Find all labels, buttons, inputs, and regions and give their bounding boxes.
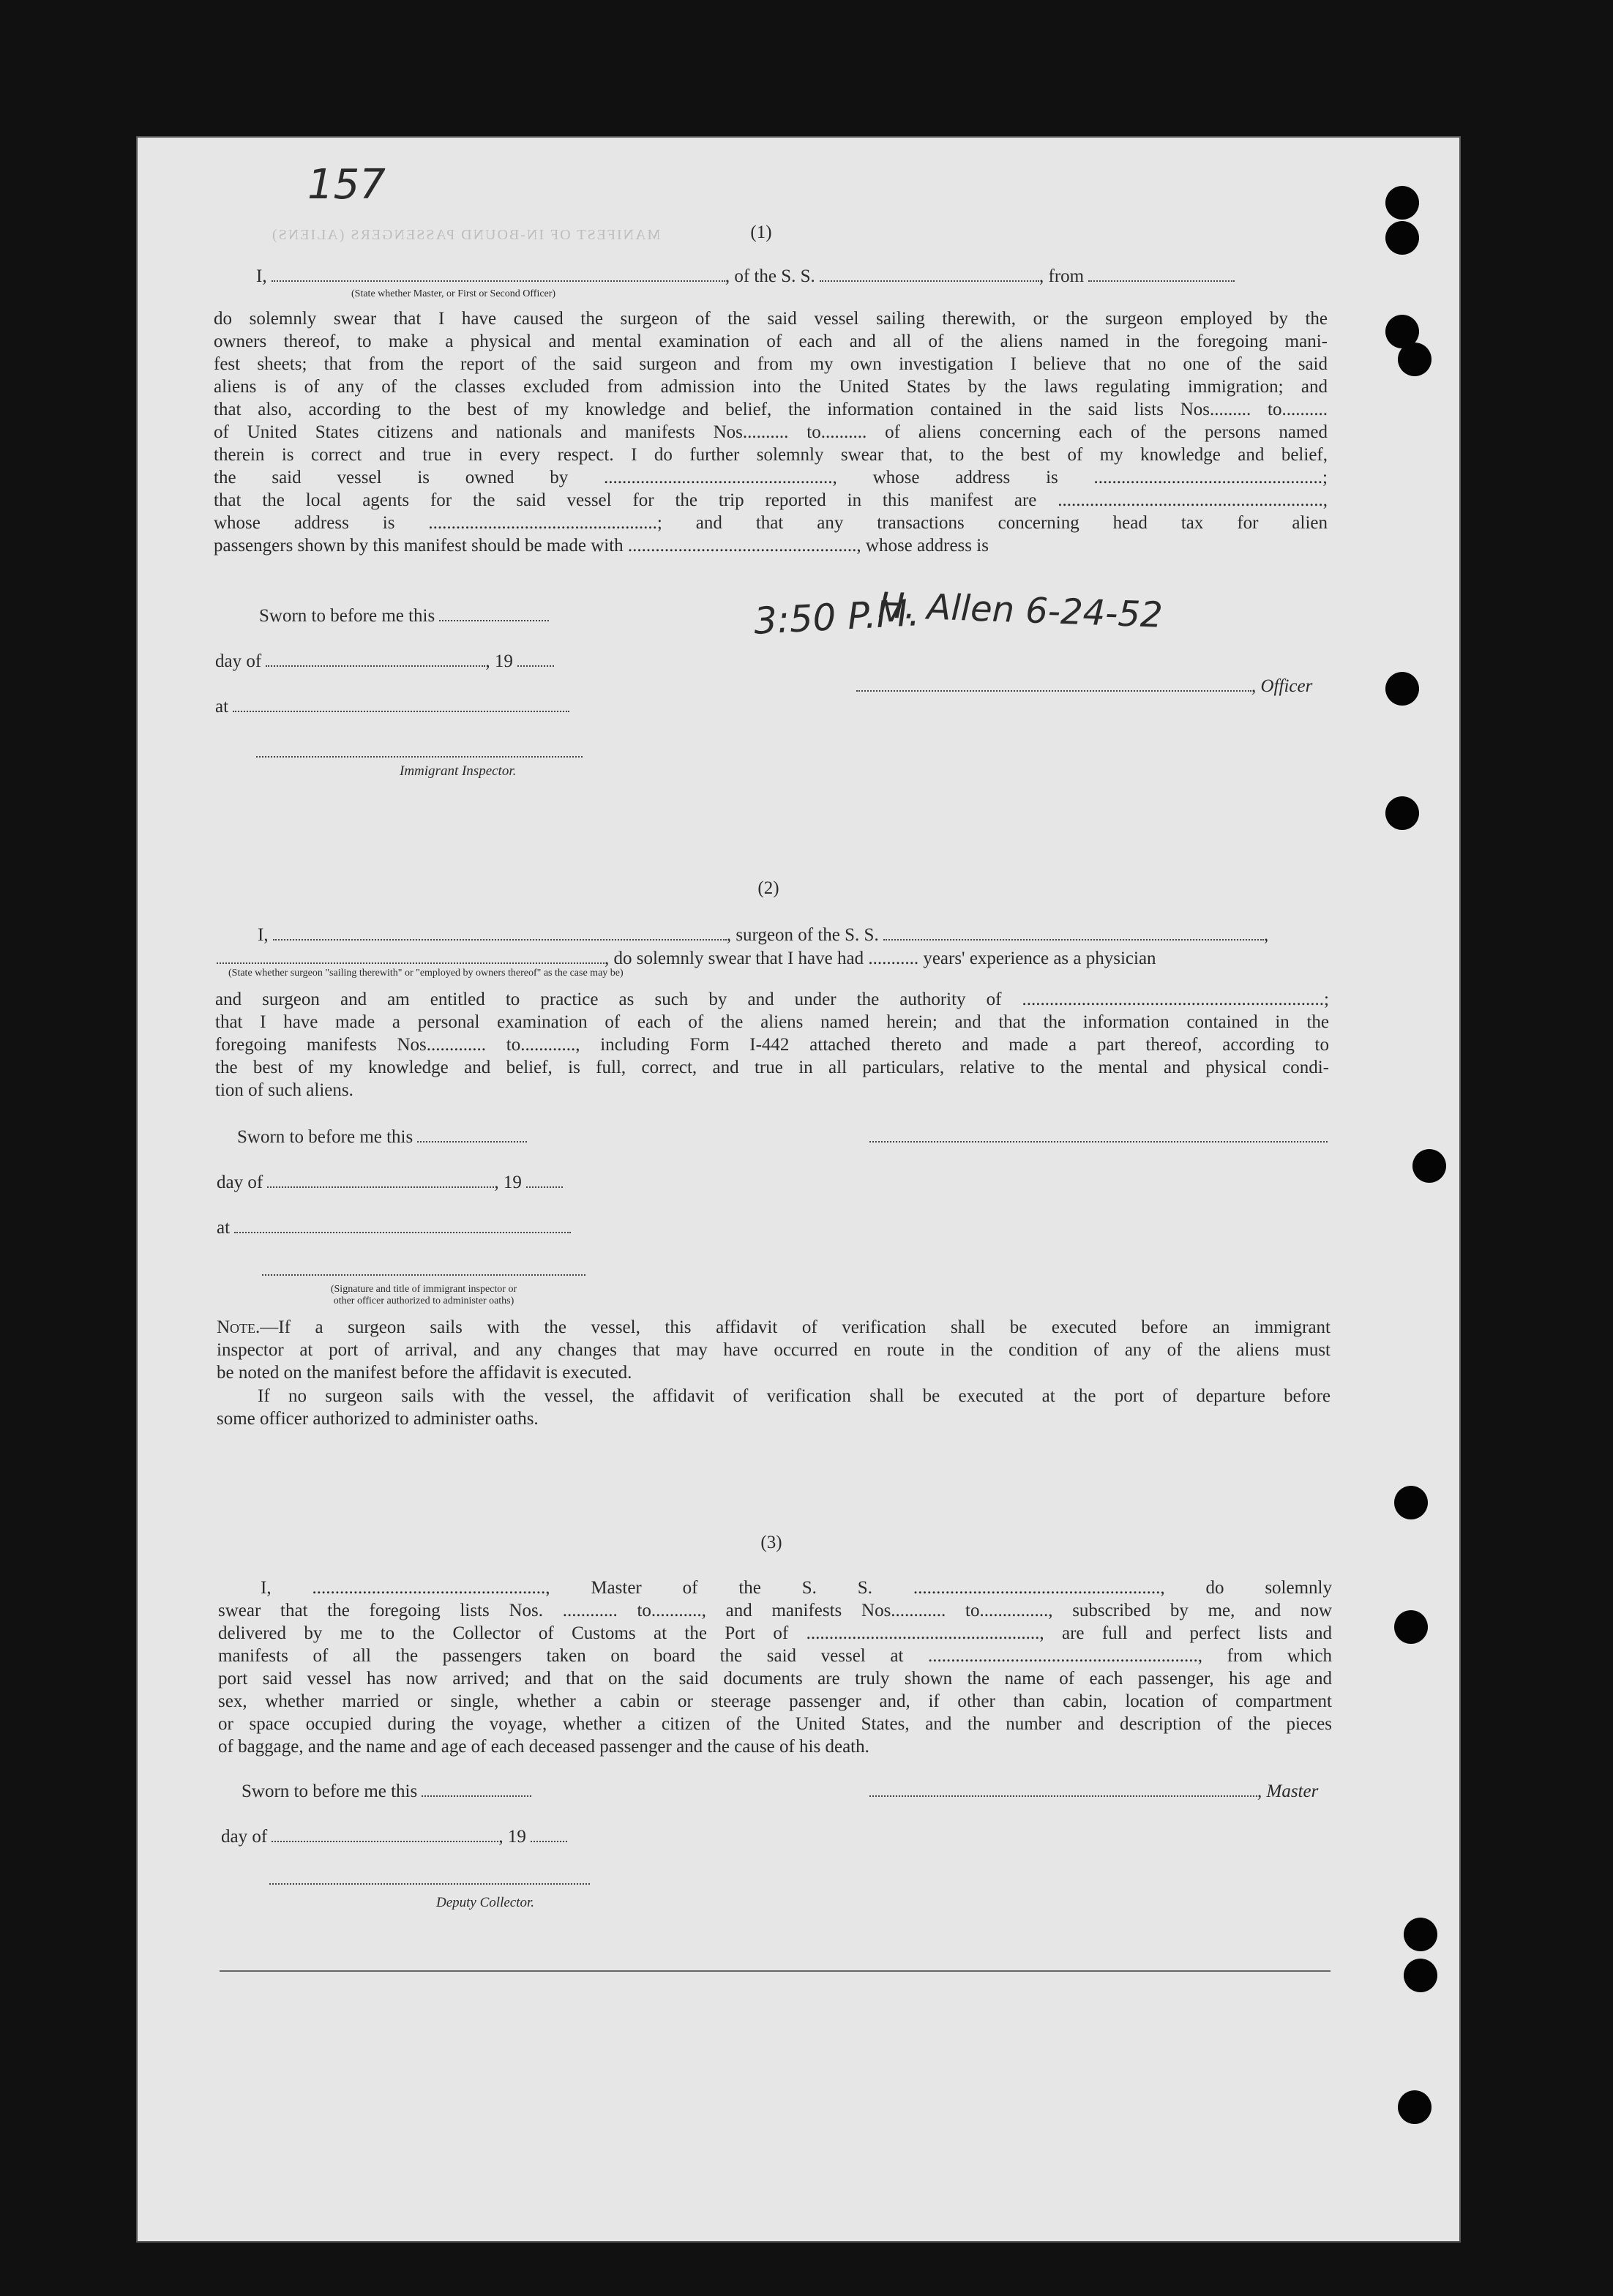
officer-signature-line (856, 675, 1312, 698)
year-field[interactable] (526, 1186, 563, 1188)
ship-name-field[interactable] (820, 280, 1039, 282)
sec1-line: of United States citizens and nationals and manifests Nos.......... to.......... of aliens concerning each of the persons named (214, 422, 1328, 442)
year-field[interactable] (517, 665, 554, 667)
sec2-line: that I have made a personal examination of each of the aliens named herein; and that the information contained in the (215, 1012, 1329, 1032)
inspector-signature-field[interactable] (256, 756, 583, 758)
master-name-field[interactable] (272, 280, 725, 282)
note-line: some officer authorized to administer oaths. (217, 1409, 539, 1429)
sec2-day (217, 1171, 563, 1194)
master-label: , Master (1257, 1781, 1319, 1801)
handwritten-signature: H. Allen 6-24-52 (877, 585, 1164, 636)
sec1-line: that the local agents for the said vessel for the trip reported in this manifest are .........................................................., (214, 490, 1328, 510)
sec1-line1 (256, 265, 1329, 288)
sec1-line: do solemnly swear that I have caused the surgeon of the said vessel sailing therewith, or the surgeon employed by the (214, 309, 1328, 329)
sec1-i: I, (256, 266, 267, 286)
note-line: If no surgeon sails with the vessel, the affidavit of verification shall be executed at the port of departure before (258, 1386, 1331, 1406)
sec2-line: the best of my knowledge and belief, is full, correct, and true in all particulars, relative to the mental and physical condi- (215, 1058, 1329, 1077)
sec1-day (215, 650, 554, 673)
sec1-at (215, 695, 569, 718)
sec1-line: owners thereof, to make a physical and mental examination of each and all of the aliens named in the foregoing mani- (214, 332, 1328, 351)
sworn-label: Sworn to before me this (242, 1781, 418, 1801)
deputy-collector-caption: Deputy Collector. (436, 1895, 535, 1910)
punch-hole (1412, 1149, 1446, 1183)
years-experience-text: , do solemnly swear that I have had ........... years' experience as a physician (605, 949, 1156, 968)
punch-hole (1394, 1610, 1428, 1644)
sec1-line: fest sheets; that from the report of the said surgeon and from my own investigation I believe that no one of the said (214, 354, 1328, 374)
punch-hole (1398, 2090, 1432, 2124)
note-paragraph-2 (217, 1385, 1331, 1430)
year-label: , 19 (485, 651, 513, 671)
sec1-line: whose address is ..................................................; and that any transactions concerning head tax for alien (214, 513, 1328, 533)
master-signature-line (869, 1780, 1318, 1803)
at-field[interactable] (234, 1232, 571, 1233)
year-label: , 19 (498, 1827, 526, 1847)
sec1-line: therein is correct and true in every respect. I do further solemnly swear that, to the best of my knowledge and belief, (214, 445, 1328, 465)
sec3-line: delivered by me to the Collector of Customs at the Port of ..................................................., are full and perfect lists and (218, 1623, 1332, 1643)
punch-hole (1385, 796, 1419, 830)
handwritten-page-number: 157 (307, 161, 386, 209)
sec2-ship-field[interactable] (883, 939, 1264, 941)
sec1-line: that also, according to the best of my knowledge and belief, the information contained in the said lists Nos......... to.......... (214, 400, 1328, 419)
year-field[interactable] (531, 1841, 567, 1842)
master-signature-field[interactable] (869, 1795, 1257, 1797)
at-label: at (215, 697, 229, 717)
surgeon-caption: (State whether surgeon "sailing therewith" or "employed by owners thereof" as the case may be) (228, 968, 624, 979)
section-1-number: (1) (750, 223, 772, 242)
punch-hole (1385, 221, 1419, 255)
bleed-through-heading: MANIFEST OF IN-BOUND PASSENGERS (ALIENS) (271, 227, 661, 243)
punch-hole (1398, 343, 1432, 376)
punch-hole (1404, 1959, 1437, 1992)
day-of-label: day of (217, 1173, 263, 1192)
sec2-line: tion of such aliens. (215, 1080, 353, 1100)
section-2-paragraph (215, 988, 1329, 1102)
sec2-line: and surgeon and am entitled to practice as such by and under the authority of ..................................................................; (215, 990, 1329, 1009)
sec2-sig-line (262, 1259, 585, 1282)
note-line: be noted on the manifest before the affidavit is executed. (217, 1363, 632, 1383)
sec2-i: I, (258, 925, 269, 945)
sec3-line: manifests of all the passengers taken on board the said vessel at ..........................................................., from which (218, 1646, 1332, 1666)
sec3-day (221, 1825, 567, 1848)
punch-hole (1385, 672, 1419, 706)
sec3-line: or space occupied during the voyage, whether a citizen of the United States, and the number and description of the pieces (218, 1714, 1332, 1734)
sworn-date-field[interactable] (417, 1141, 527, 1143)
punch-hole (1404, 1918, 1437, 1951)
sec2-sworn (237, 1126, 527, 1148)
sec3-line: swear that the foregoing lists Nos. ............ to..........., and manifests Nos............ to..............., subscribed by me, and now (218, 1601, 1332, 1620)
punch-hole (1394, 1486, 1428, 1519)
sec2-at (217, 1216, 571, 1239)
at-field[interactable] (233, 711, 569, 712)
officer-label: , Officer (1251, 676, 1313, 696)
day-field[interactable] (266, 665, 485, 667)
sec3-line: port said vessel has now arrived; and that on the said documents are truly shown the name of each passenger, his age and (218, 1669, 1332, 1689)
section-3-paragraph (218, 1577, 1332, 1758)
day-field[interactable] (272, 1841, 498, 1842)
sec1-sworn (259, 605, 549, 627)
punch-hole (1385, 186, 1419, 220)
collector-line (269, 1868, 590, 1891)
surgeon-type-field[interactable] (217, 962, 605, 964)
note-line: —If a surgeon sails with the vessel, this affidavit of verification shall be executed before an immigrant (260, 1317, 1331, 1337)
year-label: , 19 (494, 1173, 522, 1192)
inspector-signature-field[interactable] (262, 1274, 585, 1276)
surgeon-signature-field[interactable] (869, 1141, 1328, 1143)
sec2-right-line (869, 1126, 1328, 1148)
at-label: at (217, 1218, 231, 1238)
handwritten-time: 3:50 P.M. (752, 591, 921, 643)
officer-caption: (State whether Master, or First or Second Officer) (351, 288, 556, 299)
sig-caption-line-2: other officer authorized to administer oaths) (333, 1295, 514, 1306)
section-1-paragraph (214, 307, 1328, 557)
section-3-number: (3) (760, 1533, 782, 1552)
sec3-line: I, ..................................................., Master of the S. S. ......................................................, do solemnly (261, 1578, 1332, 1598)
officer-signature-field[interactable] (856, 690, 1251, 692)
note-line: inspector at port of arrival, and any changes that may have occurred en route in the condition of any of the aliens must (217, 1340, 1331, 1360)
from-port-field[interactable] (1088, 280, 1235, 282)
immigrant-inspector-caption: Immigrant Inspector. (400, 763, 517, 779)
sec1-line: the said vessel is owned by .................................................., whose address is ..................................................; (214, 468, 1328, 487)
collector-signature-field[interactable] (269, 1883, 590, 1885)
sec3-sworn (242, 1780, 531, 1803)
sworn-label: Sworn to before me this (259, 606, 435, 626)
sec1-of-ss: , of the S. S. (725, 266, 815, 286)
sec2-line2 (217, 947, 1156, 970)
day-of-label: day of (215, 651, 262, 671)
sec3-line: of baggage, and the name and age of each deceased passenger and the cause of his death. (218, 1737, 869, 1757)
day-field[interactable] (267, 1186, 494, 1188)
sworn-date-field[interactable] (439, 620, 549, 621)
bottom-rule (220, 1970, 1331, 1972)
note-paragraph (217, 1316, 1331, 1384)
note-label: Note. (217, 1317, 261, 1337)
sec1-line: aliens is of any of the classes excluded from admission into the United States by the laws regulating immigration; and (214, 377, 1328, 397)
day-of-label: day of (221, 1827, 268, 1847)
sec2-line1: I, , surgeon of the S. S. , (258, 925, 1269, 945)
sec2-line: foregoing manifests Nos............. to............, including Form I-442 attached thereto and made a part thereof, according to (215, 1035, 1329, 1055)
sec1-line: passengers shown by this manifest should be made with .................................................., whose address is (214, 536, 989, 556)
sworn-date-field[interactable] (422, 1795, 531, 1797)
section-2-number: (2) (757, 878, 779, 898)
sec1-from: , from (1039, 266, 1085, 286)
sworn-label: Sworn to before me this (237, 1127, 413, 1147)
sec2-surgeon-ss: , surgeon of the S. S. (726, 925, 879, 945)
sig-caption-line-1: (Signature and title of immigrant inspector or (330, 1284, 517, 1295)
sec3-line: sex, whether married or single, whether a cabin or steerage passenger and, if other than cabin, location of compartment (218, 1691, 1332, 1711)
surgeon-name-field[interactable] (273, 939, 727, 941)
